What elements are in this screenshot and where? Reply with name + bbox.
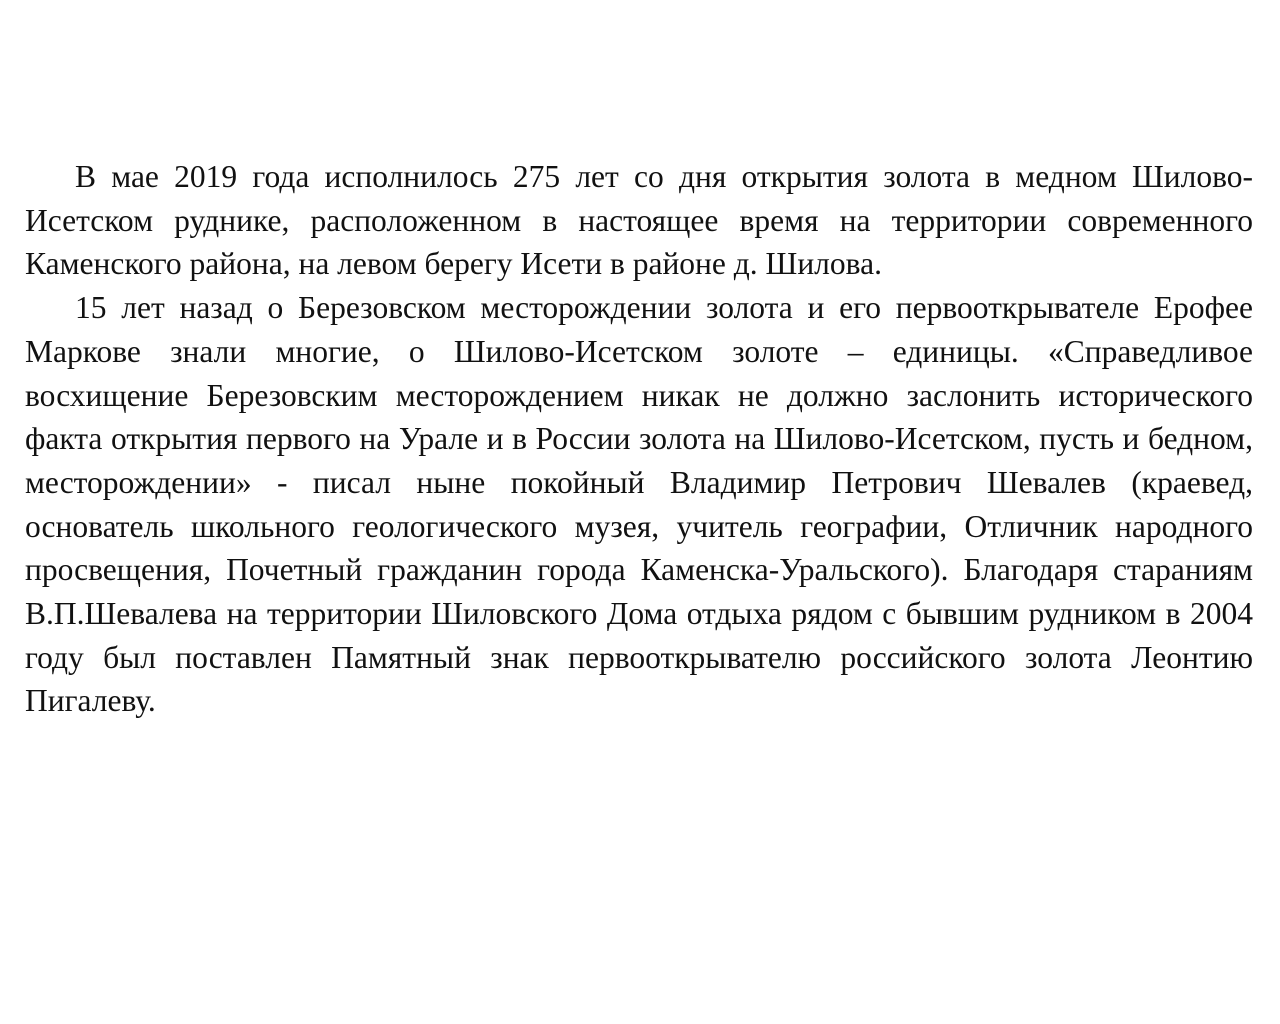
paragraph-1: В мае 2019 года исполнилось 275 лет со дня открытия золота в медном Шилово-Исетском руднике, расположенном в настоящее время на территории современного Каменского района, на левом берегу Исети в районе д. Шилова. xyxy=(25,159,1253,282)
document-body xyxy=(25,155,1253,723)
paragraph-2: 15 лет назад о Березовском месторождении золота и его первооткрывателе Ерофее Маркове знали многие, о Шилово-Исетском золоте – единицы. «Справедливое восхищение Березовским месторождением никак не должно заслонить исторического факта открытия первого на Урале и в России золота на Шилово-Исетском, пусть и бедном, месторождении» - писал ныне покойный Владимир Петрович Шевалев (краевед, основатель школьного геологического музея, учитель географии, Отличник народного просвещения, Почетный гражданин города Каменска-Уральского). Благодаря стараниям В.П.Шевалева на территории Шиловского Дома отдыха рядом с бывшим рудником в 2004 году был поставлен Памятный знак первооткрывателю российского золота Леонтию Пигалеву. xyxy=(25,290,1253,719)
